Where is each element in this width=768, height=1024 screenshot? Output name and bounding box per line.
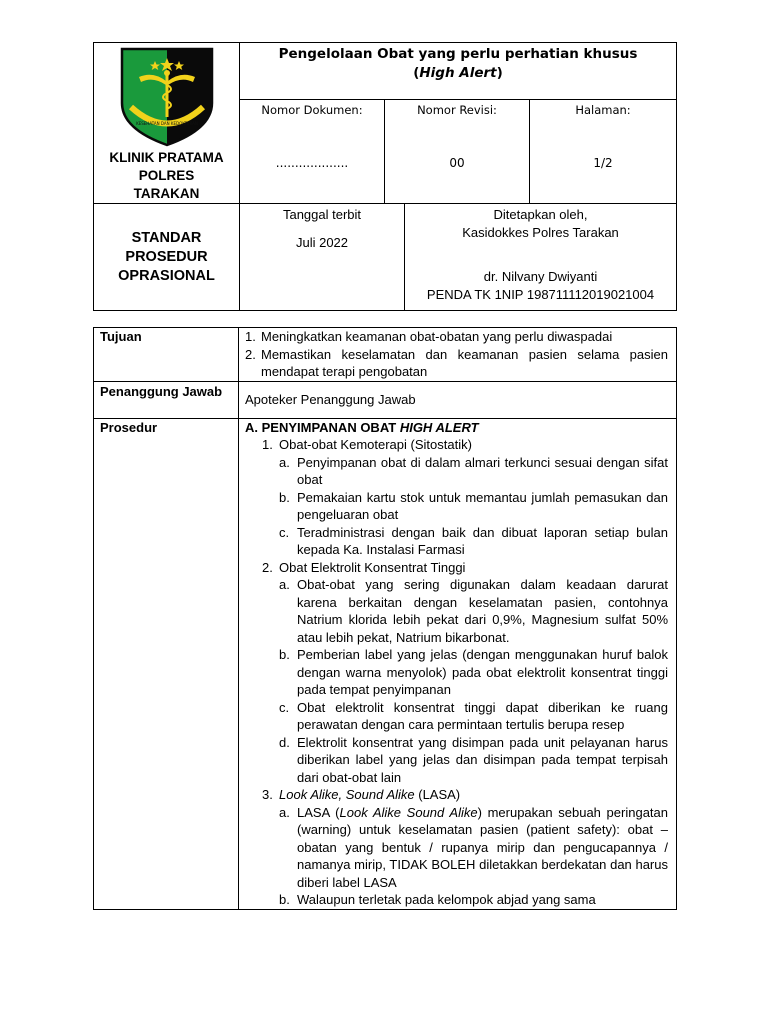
sop-body-table [93, 327, 677, 910]
section-a-heading: A. PENYIMPANAN OBAT HIGH ALERT [245, 419, 479, 435]
list-item: b. Pemakaian kartu stok untuk memantau jumlah pemasukan dan pengeluaran obat [279, 489, 668, 522]
doc-number-cell [240, 100, 385, 204]
list-item: 2. Obat Elektrolit Konsentrat Tinggi [262, 559, 466, 575]
list-item: c. Teradministrasi dengan baik dan dibuat laporan setiap bulan kepada Ka. Instalasi Farmasi [279, 524, 668, 557]
tujuan-label: Tujuan [94, 328, 239, 382]
sop-header-table [93, 42, 677, 311]
police-health-logo-icon [117, 45, 217, 147]
title-line2: (High Alert) [413, 65, 503, 81]
list-item: b. Walaupun terletak pada kelompok abjad yang sama [279, 892, 596, 907]
list-item: a. Penyimpanan obat di dalam almari terkunci sesuai dengan sifat obat [279, 454, 668, 487]
sop-line: OPRASIONAL [118, 267, 215, 284]
sop-line: PROSEDUR [125, 248, 208, 265]
list-item: b. Pemberian label yang jelas (dengan menggunakan huruf balok dengan warna menyolok) pada obat elektrolit konsentrat tinggi pada tempat penyimpanan [279, 647, 668, 697]
clinic-name-line: KLINIK PRATAMA [109, 150, 224, 165]
title-italic: High Alert [419, 65, 497, 81]
clinic-name-line: POLRES [138, 168, 195, 183]
revision-cell [385, 100, 530, 204]
page-value: 1/2 [593, 156, 613, 170]
list-item: a. Obat-obat yang sering digunakan dalam keadaan darurat karena berkaitan dengan keselamatan pasien, contohnya Natrium klorida lebih pekat dari 0,9%, Magnesium sulfat 50% atau lebih pekat, Natrium bikarbonat. [279, 577, 668, 645]
prosedur-content [239, 418, 677, 909]
list-item: 3. Look Alike, Sound Alike (LASA) [262, 787, 461, 802]
page-cell [530, 100, 677, 204]
list-item: a. LASA (Look Alike Sound Alike) merupakan sebuah peringatan (warning) untuk keselamatan pasien (patient safety): obat – obatan yang bentuk / rupanya mirip dan pengucapannya / namanya mirip, TIDAK BOLEH diletakkan berdekatan dan harus diberi label LASA [279, 804, 668, 890]
tujuan-content [239, 328, 677, 382]
page-label: Halaman: [575, 103, 631, 117]
document-title [240, 43, 677, 100]
revision-label: Nomor Revisi: [417, 103, 497, 117]
clinic-logo-cell [94, 43, 240, 204]
doc-number-label: Nomor Dokumen: [261, 103, 363, 117]
prosedur-label: Prosedur [94, 418, 239, 909]
issue-date-label: Tanggal terbit [282, 207, 362, 222]
logo-text: KESEHATAN DAN KEDOKTERAN [135, 121, 198, 126]
list-item: c. Obat elektrolit konsentrat tinggi dapat diberikan ke ruang perawatan dengan cara permintaan tertulis berupa resep [279, 699, 668, 732]
approval-cell [405, 204, 677, 311]
clinic-name-line: TARAKAN [133, 186, 200, 201]
penanggung-label: Penanggung Jawab [94, 381, 239, 418]
revision-value: 00 [449, 156, 465, 170]
approval-by: Kasidokkes Polres Tarakan [462, 225, 619, 240]
issue-date-cell [240, 204, 405, 311]
title-line1: Pengelolaan Obat yang perlu perhatian khusus [278, 46, 638, 62]
sop-line: STANDAR [131, 229, 202, 246]
list-item: 1. Obat-obat Kemoterapi (Sitostatik) [262, 437, 472, 452]
sop-label [94, 204, 240, 311]
penanggung-value: Apoteker Penanggung Jawab [239, 381, 677, 418]
signer-rank: PENDA TK 1NIP 198711112019021004 [426, 287, 655, 302]
approval-label: Ditetapkan oleh, [493, 207, 588, 222]
signer-name: dr. Nilvany Dwiyanti [483, 269, 598, 284]
list-item: 2. Memastikan keselamatan dan keamanan pasien selama pasien mendapat terapi pengobatan [245, 346, 668, 379]
issue-date-value: Juli 2022 [295, 235, 349, 250]
doc-number-value: ................... [275, 156, 349, 170]
list-item: d. Elektrolit konsentrat yang disimpan pada unit pelayanan harus diberikan label yang jelas dan disimpan pada tempat terpisah dari obat-obat lain [279, 734, 668, 785]
list-item: 1. Meningkatkan keamanan obat-obatan yang perlu diwaspadai [245, 329, 613, 344]
clinic-name [94, 149, 239, 203]
